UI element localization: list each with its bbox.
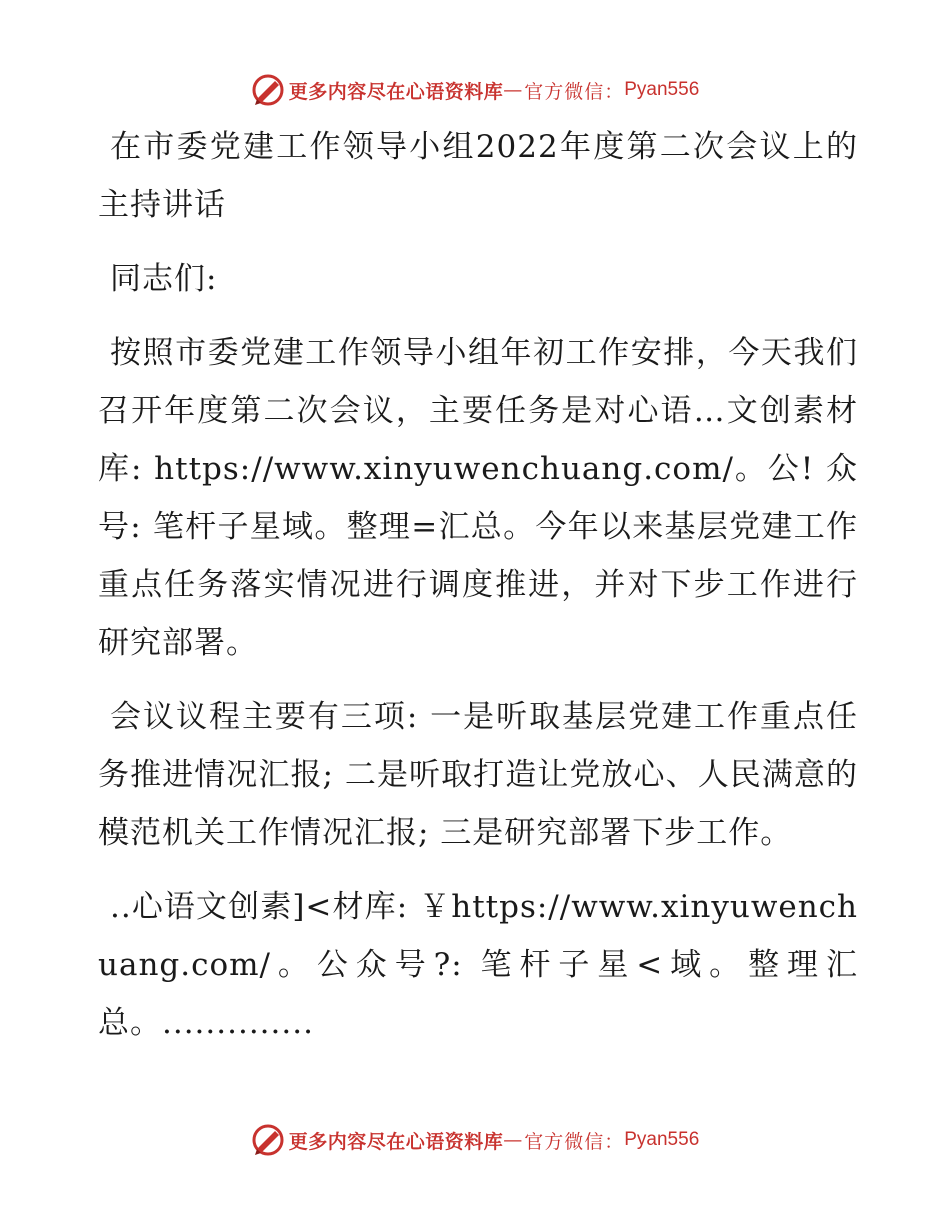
paragraph-3: ..心语文创素]<材库: ￥https://www.xinyuwenchuang.com/。公众号?: 笔杆子星<域。整理汇总。..............	[98, 889, 858, 1041]
footer-banner	[0, 1120, 950, 1160]
document-title: 在市委党建工作领导小组2022年度第二次会议上的主持讲话	[98, 129, 858, 223]
pen-logo-icon	[251, 73, 285, 107]
footer-slogan: 更多内容尽在心语资料库	[288, 1130, 504, 1153]
document-body	[98, 118, 858, 1052]
salutation: 同志们:	[110, 261, 218, 297]
footer-wechat-label: 官方微信：	[524, 1130, 625, 1153]
footer-dash: —	[503, 1129, 523, 1151]
footer-wechat-id: Pyan556	[624, 1129, 700, 1150]
paragraph-2: 会议议程主要有三项: 一是听取基层党建工作重点任务推进情况汇报; 二是听取打造让党放心、人民满意的模范机关工作情况汇报; 三是研究部署下步工作。	[98, 699, 858, 851]
header-banner	[0, 70, 950, 110]
header-wechat-id: Pyan556	[624, 79, 700, 100]
paragraph-1: 按照市委党建工作领导小组年初工作安排，今天我们召开年度第二次会议，主要任务是对心语…文创素材库: https://www.xinyuwenchuang.com/。公! 众号: 笔杆子星域。整理=汇总。今年以来基层党建工作重点任务落实情况进行调度推进，并对下步工作进行研究部署。	[98, 335, 858, 661]
header-slogan: 更多内容尽在心语资料库	[288, 80, 504, 103]
pen-logo-icon	[251, 1123, 285, 1157]
header-dash: —	[503, 79, 523, 101]
header-wechat-label: 官方微信：	[524, 80, 625, 103]
